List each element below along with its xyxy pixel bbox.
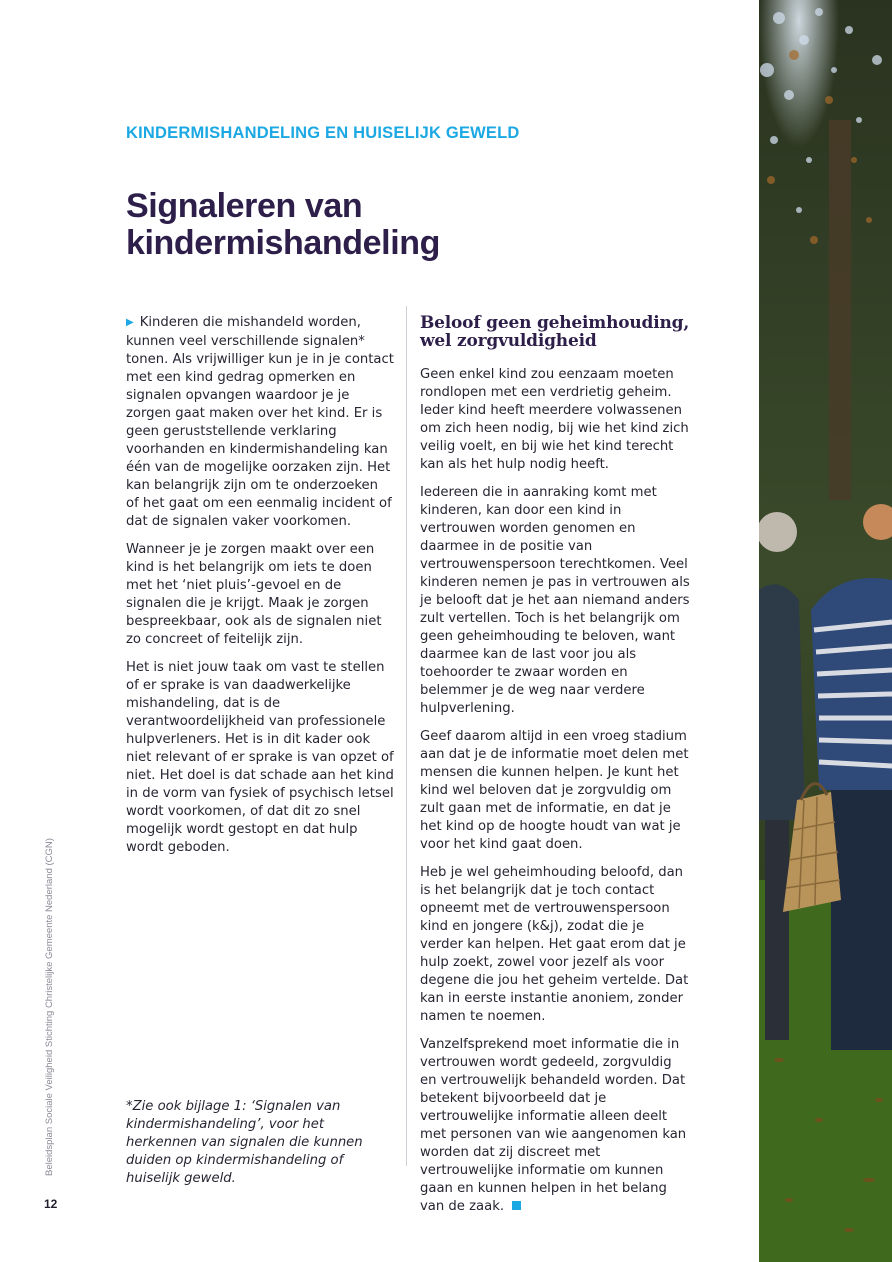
left-paragraph-1 [126,314,394,531]
section-kicker: KINDERMISHANDELING EN HUISELIJK GEWELD [126,124,520,142]
photo-strip [759,0,892,1262]
page-number: 12 [44,1197,58,1211]
right-subheading: Beloof geen geheimhouding, wel zorgvuldigheid [420,313,690,351]
park-photo-image [759,0,892,1262]
end-square-icon [512,1201,521,1210]
play-arrow-icon: ▶ [126,317,134,328]
footnote: *Zie ook bijlage 1: ‘Signalen van kindermishandeling’, voor het herkennen van signalen die kunnen duiden op kindermishandeling of huiselijk geweld. [126,1099,363,1186]
left-paragraph-2: Wanneer je je zorgen maakt over een kind is het belangrijk om iets te doen met het ‘niet pluis’-gevoel en de signalen die je krijgt. Maak je zorgen bespreekbaar, ook als de signalen niet zo concreet of feitelijk zijn. [126,542,382,647]
page-title: Signaleren van kindermishandeling [126,187,440,262]
right-paragraph-1: Geen enkel kind zou eenzaam moeten rondlopen met een verdrietig geheim. Ieder kind heeft meerdere volwassenen om zich heen nodig, bij wie het kind zich veilig voelt, en bij wie het kind terecht kan als het hulp nodig heeft. [420,367,689,472]
left-paragraph-1-text: Kinderen die mishandeld worden, kunnen veel verschillende signalen* tonen. Als vrijwilliger kun je in je contact met een kind gedrag opmerken en signalen opvangen waardoor je je zorgen gaat maken over het kind. Er is geen geruststellende verklaring voorhanden en kindermishandeling kan één van de mogelijke oorzaken zijn. Het kan belangrijk zijn om te onderzoeken of het gaat om een eenmalig incident of dat de signalen vaker voorkomen. [126,315,394,529]
column-divider [406,306,407,1166]
right-paragraph-5 [420,1036,690,1216]
left-column [126,314,394,867]
right-paragraph-3: Geef daarom altijd in een vroeg stadium aan dat je de informatie moet delen met mensen die kunnen helpen. Je kunt het kind wel beloven dat je zorgvuldig om zult gaan met de informatie, en dat je het kind op de hoogte houdt van wat je voor het kind gaat doen. [420,729,689,852]
right-column [420,314,690,1226]
side-running-title: Beleidsplan Sociale Veiligheid Stichting Christelijke Gemeente Nederland (CGN) [44,838,55,1176]
right-paragraph-5-text: Vanzelfsprekend moet informatie die in vertrouwen wordt gedeeld, zorgvuldig en vertrouwelijk behandeld worden. Dat betekent bijvoorbeeld dat je vertrouwelijke informatie alleen deelt met personen van wie aangenomen kan worden dat zij discreet met vertrouwelijke informatie om kunnen gaan en kunnen helpen in het belang van de zaak. [420,1037,687,1214]
left-paragraph-3: Het is niet jouw taak om vast te stellen of er sprake is van daadwerkelijke mishandeling, dat is de verantwoordelijkheid van professionele hulpverleners. Het is in dit kader ook niet relevant of er sprake is van opzet of niet. Het doel is dat schade aan het kind in de vorm van fysiek of psychisch letsel wordt voorkomen, of dat dit zo snel mogelijk wordt gestopt en dat hulp wordt geboden. [126,660,394,855]
right-paragraph-2: Iedereen die in aanraking komt met kinderen, kan door een kind in vertrouwen worden genomen en daarmee in de positie van vertrouwenspersoon terechtkomen. Veel kinderen nemen je pas in vertrouwen als je belooft dat je het aan niemand anders zult vertellen. Toch is het belangrijk om geen geheimhouding te beloven, want daarmee kan de last voor jou als toehoorder te zwaar worden en belemmer je de weg naar verdere hulpverlening. [420,485,690,716]
right-paragraph-4: Heb je wel geheimhouding beloofd, dan is het belangrijk dat je toch contact opneemt met de vertrouwenspersoon kind en jongere (k&j), zodat die je verder kan helpen. Het gaat erom dat je hulp zoekt, zowel voor jezelf als voor degene die jou het geheim vertelde. Dat kan in eerste instantie anoniem, zonder namen te noemen. [420,865,689,1024]
